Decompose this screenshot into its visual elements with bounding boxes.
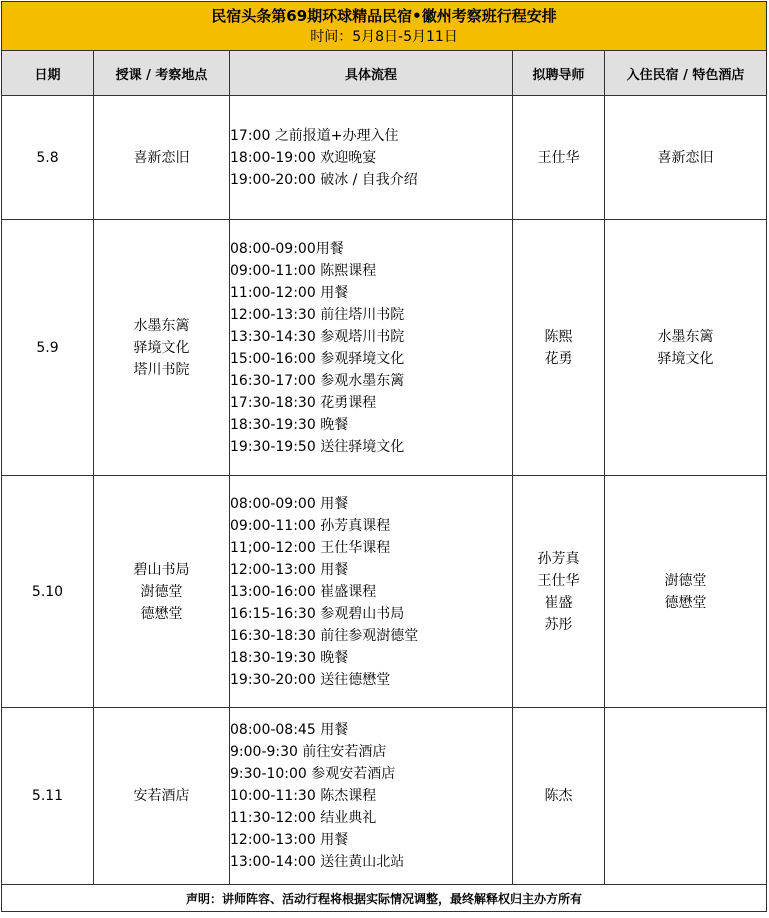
header-date: 日期 bbox=[2, 51, 94, 96]
hotel-item: 喜新恋旧 bbox=[657, 149, 714, 166]
flow-cell bbox=[230, 220, 513, 476]
date-cell: 5.11 bbox=[2, 708, 94, 885]
footer-row bbox=[2, 885, 767, 912]
title-row bbox=[2, 2, 767, 51]
flow-item: 16:30-17:00 参观水墨东篱 bbox=[230, 372, 405, 389]
flow-item: 9:30-10:00 参观安若酒店 bbox=[230, 766, 396, 782]
flow-item: 13:00-14:00 送往黄山北站 bbox=[230, 854, 405, 870]
location-item: 水墨东篱 bbox=[133, 317, 190, 334]
location-cell bbox=[94, 476, 230, 708]
table-row bbox=[2, 708, 767, 885]
mentor-item: 花勇 bbox=[544, 350, 573, 367]
flow-item: 12:00-13:00 用餐 bbox=[230, 561, 349, 578]
flow-item: 19:30-20:00 送往德懋堂 bbox=[230, 671, 391, 688]
disclaimer: 声明：讲师阵容、活动行程将根据实际情况调整，最终解释权归主办方所有 bbox=[2, 885, 767, 912]
flow-item: 08:00-09:00 用餐 bbox=[230, 495, 349, 512]
header-row bbox=[2, 51, 767, 96]
flow-item: 19:00-20:00 破冰 / 自我介绍 bbox=[230, 171, 418, 188]
header-flow: 具体流程 bbox=[230, 51, 513, 96]
header-hotel: 入住民宿 / 特色酒店 bbox=[605, 51, 767, 96]
flow-item: 15:00-16:00 参观驿境文化 bbox=[230, 350, 405, 367]
date-cell: 5.10 bbox=[2, 476, 94, 708]
flow-item: 16:15-16:30 参观碧山书局 bbox=[230, 605, 405, 622]
mentor-cell bbox=[513, 708, 605, 885]
flow-item: 16:30-18:30 前往参观澍德堂 bbox=[230, 627, 419, 644]
hotel-item: 驿境文化 bbox=[657, 350, 714, 367]
flow-item: 12:00-13:30 前往塔川书院 bbox=[230, 306, 405, 323]
mentor-item: 王仕华 bbox=[537, 572, 580, 589]
table-row bbox=[2, 96, 767, 220]
location-cell bbox=[94, 96, 230, 220]
table-row bbox=[2, 476, 767, 708]
flow-item: 10:00-11:30 陈杰课程 bbox=[230, 788, 377, 804]
flow-item: 19:30-19:50 送往驿境文化 bbox=[230, 438, 405, 455]
flow-cell bbox=[230, 708, 513, 885]
hotel-item: 澍德堂 bbox=[664, 572, 707, 589]
mentor-item: 陈杰 bbox=[544, 788, 573, 804]
header-mentor: 拟聘导师 bbox=[513, 51, 605, 96]
flow-item: 13:30-14:30 参观塔川书院 bbox=[230, 328, 405, 345]
location-item: 塔川书院 bbox=[133, 361, 190, 378]
flow-item: 08:00-08:45 用餐 bbox=[230, 722, 349, 738]
itinerary-table bbox=[1, 1, 767, 912]
location-cell bbox=[94, 708, 230, 885]
date-cell: 5.9 bbox=[2, 220, 94, 476]
mentor-item: 苏彤 bbox=[544, 616, 573, 633]
mentor-cell bbox=[513, 220, 605, 476]
date-cell: 5.8 bbox=[2, 96, 94, 220]
flow-cell bbox=[230, 476, 513, 708]
flow-item: 09:00-11:00 孙芳真课程 bbox=[230, 517, 391, 534]
mentor-item: 孙芳真 bbox=[537, 550, 580, 567]
flow-item: 13:00-16:00 崔盛课程 bbox=[230, 583, 377, 600]
flow-item: 18:00-19:00 欢迎晚宴 bbox=[230, 149, 377, 166]
flow-item: 09:00-11:00 陈熙课程 bbox=[230, 262, 377, 279]
flow-item: 9:00-9:30 前往安若酒店 bbox=[230, 744, 387, 760]
mentor-cell bbox=[513, 476, 605, 708]
flow-item: 08:00-09:00用餐 bbox=[230, 240, 344, 257]
page-title: 民宿头条第69期环球精品民宿•徽州考察班行程安排 bbox=[211, 7, 557, 25]
location-cell bbox=[94, 220, 230, 476]
hotel-item: 德懋堂 bbox=[664, 594, 707, 611]
location-item: 德懋堂 bbox=[140, 605, 183, 622]
hotel-item: 水墨东篱 bbox=[657, 328, 714, 345]
hotel-cell bbox=[605, 708, 767, 885]
flow-item: 11:30-12:00 结业典礼 bbox=[230, 810, 377, 826]
location-item: 碧山书局 bbox=[133, 561, 190, 578]
date-range: 时间：5月8日-5月11日 bbox=[310, 29, 458, 45]
flow-cell bbox=[230, 96, 513, 220]
title-cell bbox=[2, 2, 767, 51]
hotel-cell bbox=[605, 220, 767, 476]
flow-item: 11:00-12:00 用餐 bbox=[230, 284, 349, 301]
mentor-cell bbox=[513, 96, 605, 220]
flow-item: 12:00-13:00 用餐 bbox=[230, 832, 349, 848]
flow-item: 18:30-19:30 晚餐 bbox=[230, 416, 349, 433]
header-location: 授课 / 考察地点 bbox=[94, 51, 230, 96]
mentor-item: 陈熙 bbox=[544, 328, 573, 345]
hotel-cell bbox=[605, 476, 767, 708]
location-item: 安若酒店 bbox=[133, 788, 190, 804]
location-item: 驿境文化 bbox=[133, 339, 190, 356]
flow-item: 17:30-18:30 花勇课程 bbox=[230, 394, 377, 411]
flow-item: 17:00 之前报道+办理入住 bbox=[230, 127, 399, 144]
mentor-item: 崔盛 bbox=[544, 594, 573, 611]
location-item: 喜新恋旧 bbox=[133, 149, 190, 166]
hotel-cell bbox=[605, 96, 767, 220]
mentor-item: 王仕华 bbox=[537, 149, 580, 166]
flow-item: 18:30-19:30 晚餐 bbox=[230, 649, 349, 666]
flow-item: 11;00-12:00 王仕华课程 bbox=[230, 539, 391, 556]
location-item: 澍德堂 bbox=[140, 583, 183, 600]
table-row bbox=[2, 220, 767, 476]
